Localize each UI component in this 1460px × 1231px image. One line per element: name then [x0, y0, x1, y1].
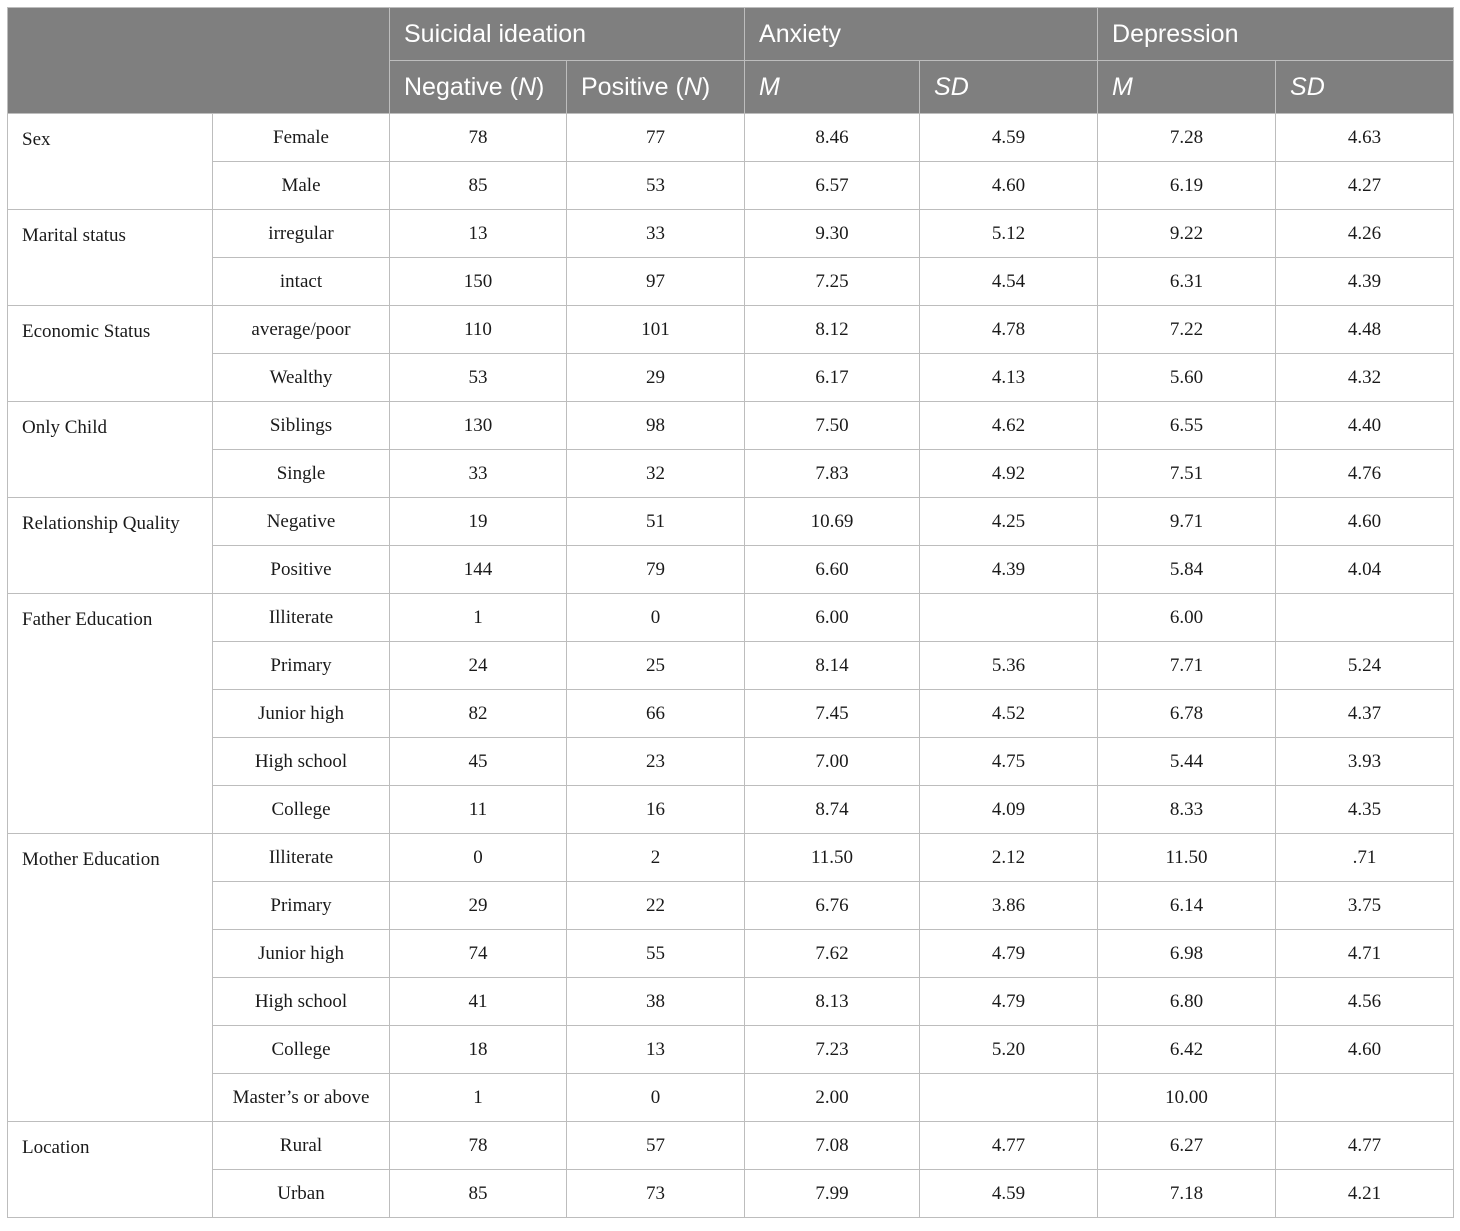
header-depression-m: [1098, 61, 1276, 114]
cell-positive-n: 16: [567, 786, 745, 834]
header-depression-sd-label: SD: [1290, 72, 1325, 101]
cell-depression-sd: 4.04: [1276, 546, 1454, 594]
cell-anxiety-m: 7.83: [745, 450, 920, 498]
header-negative-label: Negative (: [404, 72, 518, 101]
cell-anxiety-m: 7.62: [745, 930, 920, 978]
cell-anxiety-sd: 4.62: [920, 402, 1098, 450]
cell-anxiety-sd: 4.09: [920, 786, 1098, 834]
header-anxiety-sd: [920, 61, 1098, 114]
cell-anxiety-m: 7.08: [745, 1122, 920, 1170]
cell-positive-n: 53: [567, 162, 745, 210]
cell-positive-n: 51: [567, 498, 745, 546]
cell-negative-n: 82: [390, 690, 567, 738]
cell-anxiety-sd: 2.12: [920, 834, 1098, 882]
cell-depression-sd: 4.40: [1276, 402, 1454, 450]
cell-positive-n: 101: [567, 306, 745, 354]
header-anxiety: Anxiety: [745, 8, 1098, 61]
cell-depression-m: 5.44: [1098, 738, 1276, 786]
cell-depression-m: 7.28: [1098, 114, 1276, 162]
cell-category: irregular: [213, 210, 390, 258]
cell-positive-n: 0: [567, 594, 745, 642]
cell-depression-sd: 4.39: [1276, 258, 1454, 306]
cell-depression-m: 7.18: [1098, 1170, 1276, 1218]
cell-depression-m: 6.78: [1098, 690, 1276, 738]
cell-anxiety-m: 8.46: [745, 114, 920, 162]
cell-depression-m: 7.71: [1098, 642, 1276, 690]
group-label: Relationship Quality: [8, 498, 213, 594]
cell-anxiety-sd: 4.52: [920, 690, 1098, 738]
table-row: [8, 1026, 1454, 1074]
cell-depression-sd: 3.75: [1276, 882, 1454, 930]
table-row: [8, 690, 1454, 738]
table-row: [8, 930, 1454, 978]
cell-depression-m: 8.33: [1098, 786, 1276, 834]
header-positive-n: [567, 61, 745, 114]
cell-category: Siblings: [213, 402, 390, 450]
cell-anxiety-sd: 5.12: [920, 210, 1098, 258]
cell-positive-n: 98: [567, 402, 745, 450]
cell-depression-sd: [1276, 1074, 1454, 1122]
cell-negative-n: 13: [390, 210, 567, 258]
cell-depression-sd: 4.32: [1276, 354, 1454, 402]
table-row: [8, 738, 1454, 786]
group-label: Marital status: [8, 210, 213, 306]
table-row: [8, 114, 1454, 162]
cell-positive-n: 33: [567, 210, 745, 258]
cell-category: Single: [213, 450, 390, 498]
cell-positive-n: 25: [567, 642, 745, 690]
table-row: [8, 978, 1454, 1026]
cell-anxiety-m: 6.60: [745, 546, 920, 594]
header-positive-close: ): [701, 72, 711, 101]
table-header: [8, 8, 1454, 114]
cell-negative-n: 41: [390, 978, 567, 1026]
table-row: [8, 642, 1454, 690]
header-anxiety-sd-label: SD: [934, 72, 969, 101]
cell-anxiety-sd: 4.13: [920, 354, 1098, 402]
cell-anxiety-m: 10.69: [745, 498, 920, 546]
table-row: [8, 354, 1454, 402]
cell-depression-sd: [1276, 594, 1454, 642]
cell-negative-n: 85: [390, 1170, 567, 1218]
cell-anxiety-sd: [920, 1074, 1098, 1122]
cell-depression-sd: 4.37: [1276, 690, 1454, 738]
cell-depression-sd: 4.35: [1276, 786, 1454, 834]
group-label: Only Child: [8, 402, 213, 498]
cell-anxiety-sd: 4.79: [920, 978, 1098, 1026]
cell-anxiety-sd: 4.25: [920, 498, 1098, 546]
cell-depression-m: 6.27: [1098, 1122, 1276, 1170]
cell-anxiety-sd: 4.54: [920, 258, 1098, 306]
header-negative-n-symbol: N: [517, 72, 537, 101]
cell-depression-m: 11.50: [1098, 834, 1276, 882]
cell-negative-n: 78: [390, 1122, 567, 1170]
cell-negative-n: 53: [390, 354, 567, 402]
cell-depression-sd: 4.21: [1276, 1170, 1454, 1218]
cell-depression-m: 7.51: [1098, 450, 1276, 498]
cell-depression-sd: 4.77: [1276, 1122, 1454, 1170]
cell-negative-n: 150: [390, 258, 567, 306]
cell-depression-sd: 4.71: [1276, 930, 1454, 978]
header-negative-n: [390, 61, 567, 114]
cell-positive-n: 55: [567, 930, 745, 978]
table-row: [8, 258, 1454, 306]
cell-depression-sd: 5.24: [1276, 642, 1454, 690]
cell-positive-n: 79: [567, 546, 745, 594]
cell-positive-n: 23: [567, 738, 745, 786]
cell-negative-n: 19: [390, 498, 567, 546]
cell-anxiety-m: 11.50: [745, 834, 920, 882]
cell-negative-n: 74: [390, 930, 567, 978]
cell-anxiety-sd: 4.92: [920, 450, 1098, 498]
cell-positive-n: 77: [567, 114, 745, 162]
cell-depression-m: 6.98: [1098, 930, 1276, 978]
cell-category: Positive: [213, 546, 390, 594]
cell-positive-n: 32: [567, 450, 745, 498]
cell-depression-m: 6.31: [1098, 258, 1276, 306]
cell-positive-n: 2: [567, 834, 745, 882]
cell-depression-sd: .71: [1276, 834, 1454, 882]
cell-anxiety-sd: 4.59: [920, 114, 1098, 162]
cell-category: College: [213, 1026, 390, 1074]
cell-negative-n: 11: [390, 786, 567, 834]
cell-depression-m: 5.60: [1098, 354, 1276, 402]
cell-negative-n: 1: [390, 594, 567, 642]
cell-category: Primary: [213, 642, 390, 690]
cell-anxiety-m: 8.74: [745, 786, 920, 834]
group-label: Father Education: [8, 594, 213, 834]
cell-negative-n: 24: [390, 642, 567, 690]
table-row: [8, 1122, 1454, 1170]
table-row: [8, 210, 1454, 258]
cell-positive-n: 97: [567, 258, 745, 306]
cell-anxiety-sd: 4.78: [920, 306, 1098, 354]
cell-depression-m: 6.55: [1098, 402, 1276, 450]
cell-negative-n: 78: [390, 114, 567, 162]
cell-negative-n: 144: [390, 546, 567, 594]
cell-positive-n: 13: [567, 1026, 745, 1074]
cell-category: average/poor: [213, 306, 390, 354]
table-row: [8, 882, 1454, 930]
cell-category: Wealthy: [213, 354, 390, 402]
group-label: Location: [8, 1122, 213, 1218]
cell-negative-n: 18: [390, 1026, 567, 1074]
table-row: [8, 834, 1454, 882]
cell-anxiety-sd: [920, 594, 1098, 642]
cell-positive-n: 66: [567, 690, 745, 738]
header-anxiety-m: [745, 61, 920, 114]
header-depression-m-label: M: [1112, 72, 1133, 101]
demographics-table: [7, 7, 1454, 1218]
cell-depression-m: 6.42: [1098, 1026, 1276, 1074]
cell-depression-sd: 4.27: [1276, 162, 1454, 210]
cell-anxiety-m: 6.76: [745, 882, 920, 930]
cell-category: High school: [213, 978, 390, 1026]
cell-anxiety-sd: 4.60: [920, 162, 1098, 210]
cell-anxiety-m: 7.23: [745, 1026, 920, 1074]
cell-anxiety-m: 7.45: [745, 690, 920, 738]
cell-depression-m: 9.22: [1098, 210, 1276, 258]
header-anxiety-m-label: M: [759, 72, 780, 101]
header-negative-close: ): [536, 72, 545, 101]
cell-category: Female: [213, 114, 390, 162]
cell-depression-m: 6.14: [1098, 882, 1276, 930]
cell-category: Negative: [213, 498, 390, 546]
cell-depression-sd: 3.93: [1276, 738, 1454, 786]
cell-category: Junior high: [213, 690, 390, 738]
group-label: Sex: [8, 114, 213, 210]
cell-negative-n: 33: [390, 450, 567, 498]
cell-anxiety-sd: 3.86: [920, 882, 1098, 930]
cell-depression-m: 7.22: [1098, 306, 1276, 354]
group-label: Mother Education: [8, 834, 213, 1122]
cell-depression-sd: 4.26: [1276, 210, 1454, 258]
header-positive-n-symbol: N: [683, 72, 702, 101]
cell-anxiety-sd: 4.75: [920, 738, 1098, 786]
cell-category: High school: [213, 738, 390, 786]
table-row: [8, 498, 1454, 546]
cell-depression-sd: 4.60: [1276, 1026, 1454, 1074]
cell-anxiety-m: 7.25: [745, 258, 920, 306]
cell-anxiety-sd: 4.39: [920, 546, 1098, 594]
cell-anxiety-m: 6.00: [745, 594, 920, 642]
header-depression-sd: [1276, 61, 1454, 114]
header-suicidal-ideation: Suicidal ideation: [390, 8, 745, 61]
cell-category: intact: [213, 258, 390, 306]
cell-depression-sd: 4.63: [1276, 114, 1454, 162]
cell-anxiety-sd: 5.36: [920, 642, 1098, 690]
cell-category: Junior high: [213, 930, 390, 978]
cell-positive-n: 29: [567, 354, 745, 402]
cell-category: Rural: [213, 1122, 390, 1170]
cell-category: Urban: [213, 1170, 390, 1218]
cell-positive-n: 57: [567, 1122, 745, 1170]
cell-positive-n: 22: [567, 882, 745, 930]
header-blank-cell: [8, 8, 390, 114]
cell-category: Illiterate: [213, 594, 390, 642]
header-depression: Depression: [1098, 8, 1454, 61]
cell-depression-sd: 4.76: [1276, 450, 1454, 498]
cell-category: Illiterate: [213, 834, 390, 882]
cell-depression-sd: 4.60: [1276, 498, 1454, 546]
cell-positive-n: 38: [567, 978, 745, 1026]
cell-negative-n: 130: [390, 402, 567, 450]
table-row: [8, 1074, 1454, 1122]
cell-category: Male: [213, 162, 390, 210]
cell-anxiety-m: 8.14: [745, 642, 920, 690]
cell-negative-n: 85: [390, 162, 567, 210]
cell-anxiety-m: 7.00: [745, 738, 920, 786]
cell-depression-m: 6.00: [1098, 594, 1276, 642]
cell-depression-sd: 4.48: [1276, 306, 1454, 354]
cell-category: College: [213, 786, 390, 834]
table-row: [8, 546, 1454, 594]
cell-depression-m: 10.00: [1098, 1074, 1276, 1122]
cell-negative-n: 110: [390, 306, 567, 354]
cell-anxiety-m: 8.13: [745, 978, 920, 1026]
cell-anxiety-m: 7.50: [745, 402, 920, 450]
cell-depression-m: 6.19: [1098, 162, 1276, 210]
header-positive-label: Positive (: [581, 72, 684, 101]
cell-negative-n: 29: [390, 882, 567, 930]
cell-positive-n: 73: [567, 1170, 745, 1218]
table-row: [8, 306, 1454, 354]
table-row: [8, 450, 1454, 498]
cell-anxiety-m: 9.30: [745, 210, 920, 258]
cell-anxiety-m: 8.12: [745, 306, 920, 354]
cell-anxiety-m: 7.99: [745, 1170, 920, 1218]
table-row: [8, 162, 1454, 210]
cell-category: Master’s or above: [213, 1074, 390, 1122]
cell-anxiety-sd: 5.20: [920, 1026, 1098, 1074]
cell-negative-n: 45: [390, 738, 567, 786]
table-row: [8, 786, 1454, 834]
cell-positive-n: 0: [567, 1074, 745, 1122]
table-row: [8, 594, 1454, 642]
cell-anxiety-sd: 4.77: [920, 1122, 1098, 1170]
table-body: [8, 114, 1454, 1218]
cell-negative-n: 0: [390, 834, 567, 882]
table-row: [8, 402, 1454, 450]
table-row: [8, 1170, 1454, 1218]
cell-anxiety-sd: 4.59: [920, 1170, 1098, 1218]
cell-anxiety-sd: 4.79: [920, 930, 1098, 978]
cell-depression-m: 6.80: [1098, 978, 1276, 1026]
cell-depression-sd: 4.56: [1276, 978, 1454, 1026]
cell-depression-m: 5.84: [1098, 546, 1276, 594]
cell-anxiety-m: 2.00: [745, 1074, 920, 1122]
cell-category: Primary: [213, 882, 390, 930]
cell-anxiety-m: 6.17: [745, 354, 920, 402]
cell-depression-m: 9.71: [1098, 498, 1276, 546]
cell-negative-n: 1: [390, 1074, 567, 1122]
cell-anxiety-m: 6.57: [745, 162, 920, 210]
group-label: Economic Status: [8, 306, 213, 402]
